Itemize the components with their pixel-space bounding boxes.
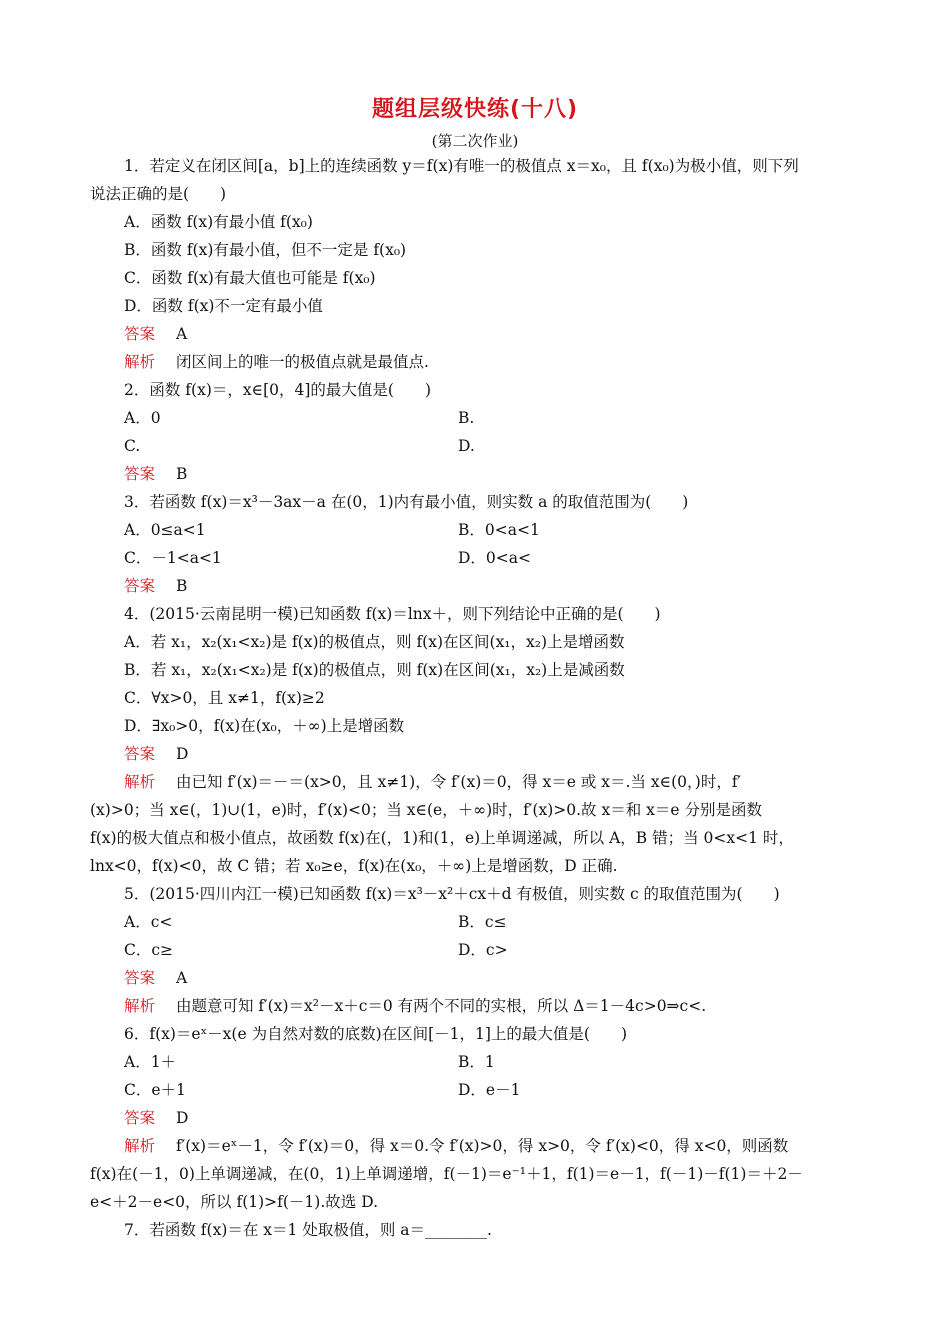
question-text: 5．(2015·四川内江一模)已知函数 f(x)＝x³－x²＋cx＋d 有极值，则实数 c 的取值范围为( ) [124,885,780,903]
option-left: C．函数 f(x)有最大值也可能是 f(x₀) [124,269,376,287]
answer-line [0,322,950,346]
question-text: 2．函数 f(x)＝，x∈[0，4]的最大值是( ) [124,381,431,399]
answer-value: B [176,465,188,483]
option-left: A．函数 f(x)有最小值 f(x₀) [124,213,313,231]
analysis-line [0,994,950,1018]
answer-value: A [176,969,188,987]
option-left: A．c< [124,913,173,931]
text-line [0,1162,950,1186]
option-right: B．1 [458,1053,495,1071]
answer-value: D [176,745,189,763]
option-line [0,714,950,738]
option-line [0,938,950,962]
answer-label: 答案 [124,1109,156,1127]
option-line [0,406,950,430]
analysis-label: 解析 [124,1137,156,1155]
option-line [0,238,950,262]
option-left: B．若 x₁，x₂(x₁<x₂)是 f(x)的极值点，则 f(x)在区间(x₁，x₂)上是减函数 [124,661,625,679]
option-line [0,630,950,654]
answer-line [0,742,950,766]
option-left: C．e＋1 [124,1081,186,1099]
answer-line [0,574,950,598]
analysis-line [0,350,950,374]
option-right: D．c> [458,941,508,959]
option-right: D．e－1 [458,1081,521,1099]
text-line [0,798,950,822]
answer-value: D [176,1109,189,1127]
option-line [0,518,950,542]
question-line [0,154,950,178]
answer-label: 答案 [124,969,156,987]
question-text: 3．若函数 f(x)＝x³－3ax－a 在(0，1)内有最小值，则实数 a 的取值范围为( ) [124,493,689,511]
option-line [0,1050,950,1074]
answer-label: 答案 [124,465,156,483]
analysis-text: 由已知 f′(x)＝－＝(x>0，且 x≠1)，令 f′(x)＝0，得 x＝e 或 x＝.当 x∈(0，)时，f′ [176,773,742,791]
option-right: D．0<a< [458,549,532,567]
body-text: e<＋2－e<0，所以 f(1)>f(－1).故选 D. [90,1193,378,1211]
body-text: 说法正确的是( ) [90,185,227,203]
analysis-text: f′(x)＝eˣ－1，令 f′(x)＝0，得 x＝0.令 f′(x)>0，得 x>0，令 f′(x)<0，得 x<0，则函数 [176,1137,789,1155]
option-left: C．∀x>0，且 x≠1，f(x)≥2 [124,689,325,707]
question-line [0,378,950,402]
body-text: f(x)在(－1，0)上单调递减，在(0，1)上单调递增，f(－1)＝e⁻¹＋1，f(1)＝e－1，f(－1)－f(1)＝＋2－ [90,1165,803,1183]
option-left: D．函数 f(x)不一定有最小值 [124,297,323,315]
question-text: 4．(2015·云南昆明一模)已知函数 f(x)＝lnx＋，则下列结论中正确的是( ) [124,605,661,623]
text-line [0,854,950,878]
option-line [0,210,950,234]
text-line [0,826,950,850]
option-right: B．c≤ [458,913,507,931]
option-left: A．若 x₁，x₂(x₁<x₂)是 f(x)的极值点，则 f(x)在区间(x₁，x₂)上是增函数 [124,633,625,651]
question-text: 7．若函数 f(x)＝在 x＝1 处取极值，则 a＝________. [124,1221,492,1239]
question-line [0,1218,950,1242]
answer-value: B [176,577,188,595]
analysis-text: 由题意可知 f′(x)＝x²－x＋c＝0 有两个不同的实根，所以 Δ＝1－4c>0⇒c<. [176,997,707,1015]
page-title: 题组层级快练(十八) [371,97,579,122]
answer-line [0,462,950,486]
analysis-label: 解析 [124,353,156,371]
option-right: B. [458,409,475,427]
option-line [0,658,950,682]
text-line [0,182,950,206]
body-text: (x)>0；当 x∈(，1)∪(1，e)时，f′(x)<0；当 x∈(e，＋∞)时，f′(x)>0.故 x＝和 x＝e 分别是函数 [90,801,762,819]
analysis-label: 解析 [124,997,156,1015]
option-line [0,294,950,318]
question-line [0,602,950,626]
option-line [0,910,950,934]
answer-line [0,1106,950,1130]
option-line [0,1078,950,1102]
body-text: f(x)的极大值点和极小值点，故函数 f(x)在(，1)和(1，e)上单调递减，所以 A，B 错；当 0<x<1 时， [90,829,794,847]
option-left: D．∃x₀>0，f(x)在(x₀，＋∞)上是增函数 [124,717,405,735]
option-right: B．0<a<1 [458,521,540,539]
option-left: C. [124,437,141,455]
option-line [0,686,950,710]
option-left: C．－1<a<1 [124,549,222,567]
answer-line [0,966,950,990]
analysis-text: 闭区间上的唯一的极值点就是最值点. [176,353,429,371]
body-text: lnx<0，f(x)<0，故 C 错；若 x₀≥e，f(x)在(x₀，＋∞)上是增函数，D 正确. [90,857,618,875]
option-left: A．1＋ [124,1053,177,1071]
answer-label: 答案 [124,745,156,763]
option-line [0,434,950,458]
option-line [0,546,950,570]
question-line [0,490,950,514]
question-text: 1．若定义在闭区间[a，b]上的连续函数 y＝f(x)有唯一的极值点 x＝x₀，且 f(x₀)为极小值，则下列 [124,157,799,175]
option-line [0,266,950,290]
page-subtitle: (第二次作业) [431,132,519,150]
text-line [0,1190,950,1214]
question-text: 6．f(x)＝eˣ－x(e 为自然对数的底数)在区间[－1，1]上的最大值是( ) [124,1025,628,1043]
option-right: D. [458,437,475,455]
answer-label: 答案 [124,325,156,343]
analysis-label: 解析 [124,773,156,791]
option-left: A．0 [124,409,161,427]
question-line [0,1022,950,1046]
option-left: C．c≥ [124,941,174,959]
option-left: B．函数 f(x)有最小值，但不一定是 f(x₀) [124,241,407,259]
analysis-line [0,770,950,794]
option-left: A．0≤a<1 [124,521,206,539]
question-line [0,882,950,906]
answer-label: 答案 [124,577,156,595]
analysis-line [0,1134,950,1158]
answer-value: A [176,325,188,343]
